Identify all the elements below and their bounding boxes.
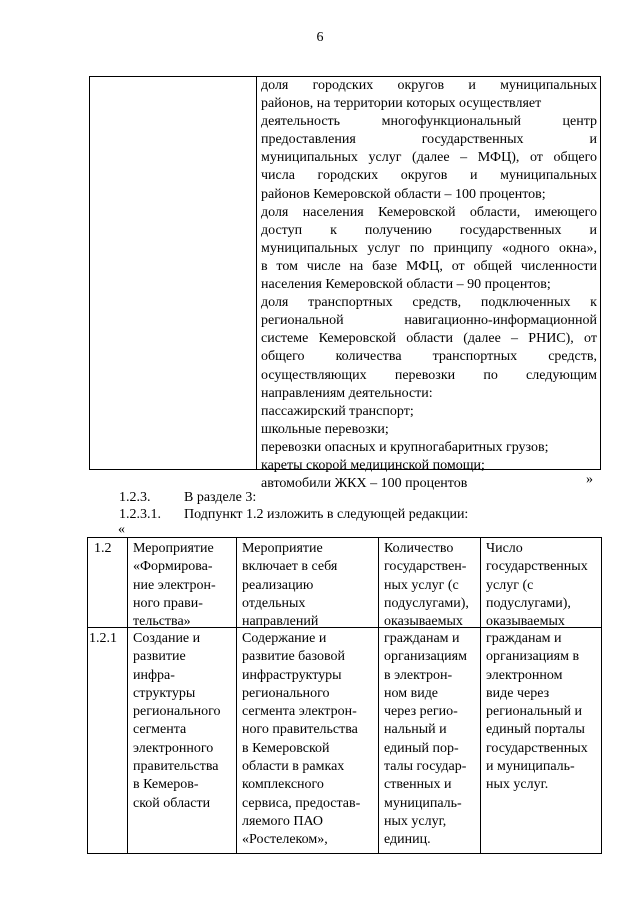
cell-line: виде через — [486, 685, 550, 701]
cell-line: через регио- — [384, 704, 458, 720]
text-line: пассажирский транспорт; — [261, 403, 414, 419]
text-line: кареты скорой медицинской помощи; — [261, 457, 485, 473]
text-line: направлениям деятельности: — [261, 385, 433, 401]
cell-line: правительства — [133, 759, 219, 775]
cell-line: в Кемеровской — [242, 740, 330, 756]
cell-line: сервиса, предостав- — [242, 795, 361, 811]
cell-line: и муниципаль- — [486, 759, 575, 775]
cell-line: государствен- — [384, 559, 467, 575]
cell-line: единиц. — [384, 832, 431, 848]
cell-line: ных услуг (с — [384, 577, 459, 593]
cell-line: Содержание и — [242, 631, 327, 646]
cell-line: нальный и — [384, 722, 447, 738]
column-divider — [256, 77, 257, 469]
text-line: региональной навигационно-информационной — [261, 313, 597, 329]
text-line: муниципальных услуг по принципу «одного окна», — [261, 240, 597, 256]
text-line: доля населения Кемеровской области, имеющего — [261, 204, 597, 220]
cell-line: ляемого ПАО — [242, 813, 324, 829]
text-line: осуществляющих перевозки по следующим — [261, 367, 597, 383]
cell-line: ской области — [133, 795, 211, 811]
text-line: населения Кемеровской области – 90 процентов; — [261, 277, 551, 293]
cell-line: ных услуг. — [486, 777, 549, 793]
cell-line: отдельных — [242, 595, 306, 611]
cell-line: в электрон- — [384, 667, 453, 683]
cell-line: ного прави- — [133, 595, 203, 611]
column-divider — [236, 538, 237, 853]
text-line: школьные перевозки; — [261, 421, 389, 437]
text-line: доля транспортных средств, подключенных к — [261, 295, 597, 311]
event-cell — [133, 540, 216, 631]
indicator-cell — [384, 540, 469, 631]
subsection-item-number: 1.2.3.1. — [119, 507, 161, 522]
text-line: общего количества транспортных средств, — [261, 349, 597, 365]
cell-line: структуры — [133, 685, 196, 701]
cell-line: развитие базовой — [242, 649, 345, 665]
event-cell — [133, 630, 221, 813]
cell-line: регионального — [133, 704, 221, 720]
cell-line: сегмента электрон- — [242, 704, 357, 720]
page-number: 6 — [316, 30, 324, 45]
description-cell — [242, 540, 337, 631]
cell-line: услуг (с — [486, 577, 534, 593]
cell-line: реализацию — [242, 577, 314, 593]
result-cell — [486, 540, 588, 631]
cell-line: в Кемеров- — [133, 777, 199, 793]
text-line: доля городских округов и муниципальных — [261, 78, 597, 93]
text-line: предоставления государственных и — [261, 132, 597, 148]
cell-line: организациям в — [486, 649, 580, 665]
text-line: доступ к получению государственных и — [261, 222, 597, 238]
text-line: районов, на территории которых осуществляет — [261, 96, 542, 112]
cell-line: оказываемых — [486, 614, 565, 630]
cell-line: Мероприятие — [133, 541, 214, 556]
text-line: перевозки опасных и крупногабаритных грузов; — [261, 439, 549, 455]
cell-line: развитие — [133, 649, 186, 665]
cell-line: талы государ- — [384, 759, 467, 775]
subsection-item-text: Подпункт 1.2 изложить в следующей редакции: — [184, 507, 469, 522]
cell-line: гражданам и — [384, 631, 460, 646]
cell-line: ного правительства — [242, 722, 358, 738]
cell-line: «Ростелеком», — [242, 832, 328, 848]
section-item-number: 1.2.3. — [119, 490, 151, 505]
measures-table — [87, 537, 602, 854]
result-cell — [486, 630, 588, 795]
text-line: автомобили ЖКХ – 100 процентов — [261, 476, 468, 492]
indicators-cell — [261, 77, 597, 493]
cell-line: ном виде — [384, 685, 439, 701]
cell-line: Число — [486, 541, 523, 556]
cell-line: ственных и — [384, 777, 452, 793]
continuation-table — [89, 76, 601, 492]
text-line: числа городских округов и муниципальных — [261, 168, 597, 184]
cell-line: направлений — [242, 614, 319, 630]
cell-line: единый пор- — [384, 740, 459, 756]
cell-line: области в рамках — [242, 759, 345, 775]
cell-line: Мероприятие — [242, 541, 323, 556]
cell-line: сегмента — [133, 722, 187, 738]
cell-line: государственных — [486, 559, 588, 575]
cell-line: гражданам и — [486, 631, 562, 646]
column-divider — [378, 538, 379, 853]
cell-line: подуслугами), — [384, 595, 469, 611]
cell-line: инфра- — [133, 667, 175, 683]
cell-line: ных услуг, — [384, 813, 447, 829]
text-line: в том числе на базе МФЦ, от общей численности — [261, 258, 597, 274]
row-number: 1.2.1 — [89, 631, 117, 646]
cell-line: Создание и — [133, 631, 201, 646]
text-line: муниципальных услуг (далее – МФЦ), от общего — [261, 150, 597, 166]
cell-line: «Формирова- — [133, 559, 213, 575]
cell-line: оказываемых — [384, 614, 463, 630]
cell-line: электронном — [486, 667, 563, 683]
description-cell — [242, 630, 360, 850]
text-line: системе Кемеровской области (далее – РНИС), от — [261, 331, 597, 347]
cell-line: регионального — [242, 685, 330, 701]
column-divider — [127, 538, 128, 853]
cell-line: включает в себя — [242, 559, 338, 575]
indicator-cell — [384, 630, 467, 850]
cell-line: муниципаль- — [384, 795, 462, 811]
cell-line: региональный и — [486, 704, 583, 720]
cell-line: подуслугами), — [486, 595, 571, 611]
cell-line: комплексного — [242, 777, 324, 793]
text-line: деятельность многофункциональный центр — [261, 114, 597, 130]
section-item-text: В разделе 3: — [184, 490, 257, 505]
row-number: 1.2 — [94, 541, 112, 556]
opening-quote: « — [118, 522, 125, 537]
cell-line: Количество — [384, 541, 454, 556]
cell-line: инфраструктуры — [242, 667, 342, 683]
cell-line: единый порталы — [486, 722, 585, 738]
cell-line: государственных — [486, 740, 588, 756]
text-line: районов Кемеровской области – 100 процентов; — [261, 186, 546, 202]
cell-line: ние электрон- — [133, 577, 216, 593]
cell-line: электронного — [133, 740, 214, 756]
cell-line: организациям — [384, 649, 467, 665]
column-divider — [480, 538, 481, 853]
cell-line: тельства» — [133, 614, 191, 630]
closing-quote: » — [586, 472, 593, 487]
